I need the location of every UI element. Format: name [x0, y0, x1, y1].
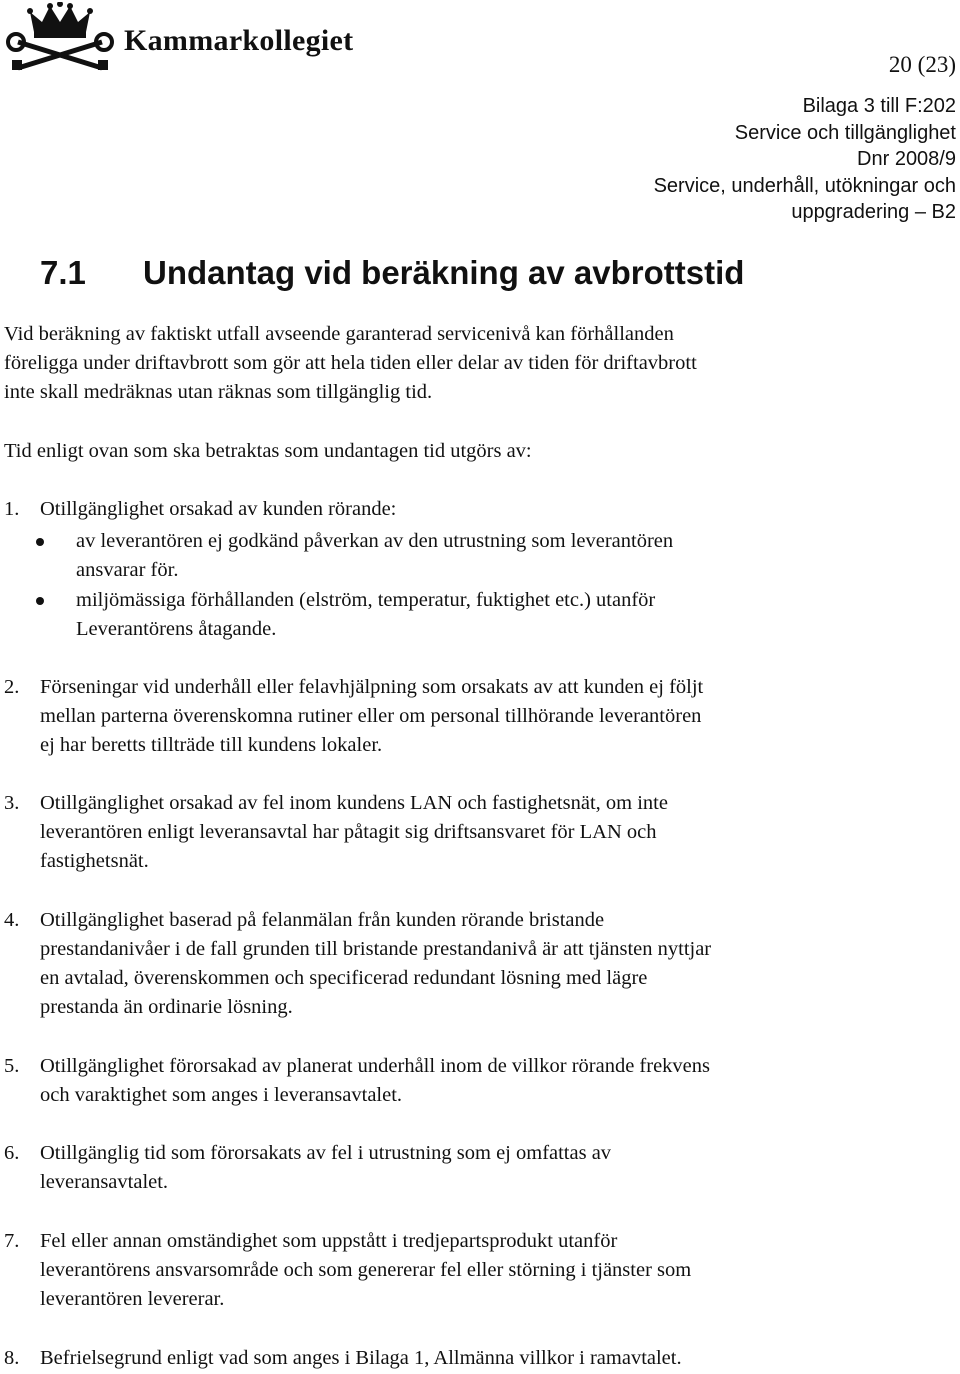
list-item-text: ej har beretts tillträde till kundens lokaler. — [40, 734, 383, 756]
list-item-text: en avtalad, överenskommen och specificerad redundant lösning med lägre — [40, 967, 648, 989]
intro-line: föreligga under driftavbrott som gör att hela tiden eller delar av tiden för driftavbrott — [4, 352, 697, 374]
list-item-text: Otillgänglighet baserad på felanmälan från kunden rörande bristande — [40, 909, 605, 931]
kammarkollegiet-logo — [4, 2, 354, 74]
list-item-number: 1. — [4, 498, 20, 520]
bullet-text: av leverantören ej godkänd påverkan av den utrustning som leverantören — [76, 530, 674, 552]
list-item-text: Förseningar vid underhåll eller felavhjälpning som orsakats av att kunden ej följt — [40, 676, 704, 698]
list-item-text: Befrielsegrund enligt vad som anges i Bilaga 1, Allmänna villkor i ramavtalet. — [40, 1347, 682, 1369]
list-item-number: 3. — [4, 792, 20, 814]
list-item-text: leverantören levererar. — [40, 1288, 225, 1310]
list-item-text: Fel eller annan omständighet som uppstått i tredjepartsprodukt utanför — [40, 1230, 618, 1252]
list-item-number: 5. — [4, 1055, 20, 1077]
meta-line: Service, underhåll, utökningar och — [653, 174, 956, 197]
list-item-text: leverantörens ansvarsområde och som genererar fel eller störning i tjänster som — [40, 1259, 692, 1281]
list-item-text: Otillgänglighet förorsakad av planerat underhåll inom de villkor rörande frekvens — [40, 1055, 711, 1077]
bullet-icon — [36, 538, 44, 546]
document-meta — [654, 93, 956, 226]
meta-line: Bilaga 3 till F:202 — [802, 95, 956, 117]
page-number: 20 (23) — [888, 52, 956, 77]
list-item-number: 8. — [4, 1347, 20, 1369]
list-item-number: 2. — [4, 676, 20, 698]
section-title: Undantag vid beräkning av avbrottstid — [143, 254, 745, 291]
crown-and-keys-icon — [4, 2, 116, 74]
section-number: 7.1 — [40, 254, 86, 291]
lead-paragraph: Tid enligt ovan som ska betraktas som undantagen tid utgörs av: — [4, 440, 532, 462]
list-item-number: 6. — [4, 1142, 20, 1164]
section-heading — [40, 254, 744, 292]
intro-line: Vid beräkning av faktiskt utfall avseende garanterad servicenivå kan förhållanden — [4, 323, 674, 345]
logo-wordmark: Kammarkollegiet — [124, 24, 354, 57]
list-item-number: 7. — [4, 1230, 20, 1252]
list-item-text: Otillgänglig tid som förorsakats av fel i utrustning som ej omfattas av — [40, 1142, 612, 1164]
intro-line: inte skall medräknas utan räknas som tillgänglig tid. — [4, 381, 433, 403]
list-item-text: prestandanivåer i de fall grunden till bristande prestandanivå är att tjänsten nyttjar — [40, 938, 712, 960]
list-item-text: mellan parterna överenskomna rutiner eller om personal tillhörande leverantören — [40, 705, 702, 727]
list-item-text: Otillgänglighet orsakad av kunden rörande: — [40, 498, 397, 520]
list-item-number: 4. — [4, 909, 20, 931]
list-item-text: och varaktighet som anges i leveransavtalet. — [40, 1084, 403, 1106]
list-item-text: prestanda än ordinarie lösning. — [40, 996, 293, 1018]
meta-line: Service och tillgänglighet — [734, 121, 956, 144]
list-item-text: leverantören enligt leveransavtal har påtagit sig driftsansvaret för LAN och — [40, 821, 657, 843]
meta-line: uppgradering – B2 — [791, 201, 956, 223]
bullet-text: miljömässiga förhållanden (elström, temperatur, fuktighet etc.) utanför — [76, 589, 656, 611]
list-item-text: fastighetsnät. — [40, 850, 149, 872]
list-item-text: Otillgänglighet orsakad av fel inom kundens LAN och fastighetsnät, om inte — [40, 792, 668, 814]
bullet-text: Leverantörens åtagande. — [76, 618, 277, 640]
list-item-text: leveransavtalet. — [40, 1171, 169, 1193]
bullet-icon — [36, 597, 44, 605]
bullet-text: ansvarar för. — [76, 559, 179, 581]
meta-line: Dnr 2008/9 — [857, 148, 956, 170]
